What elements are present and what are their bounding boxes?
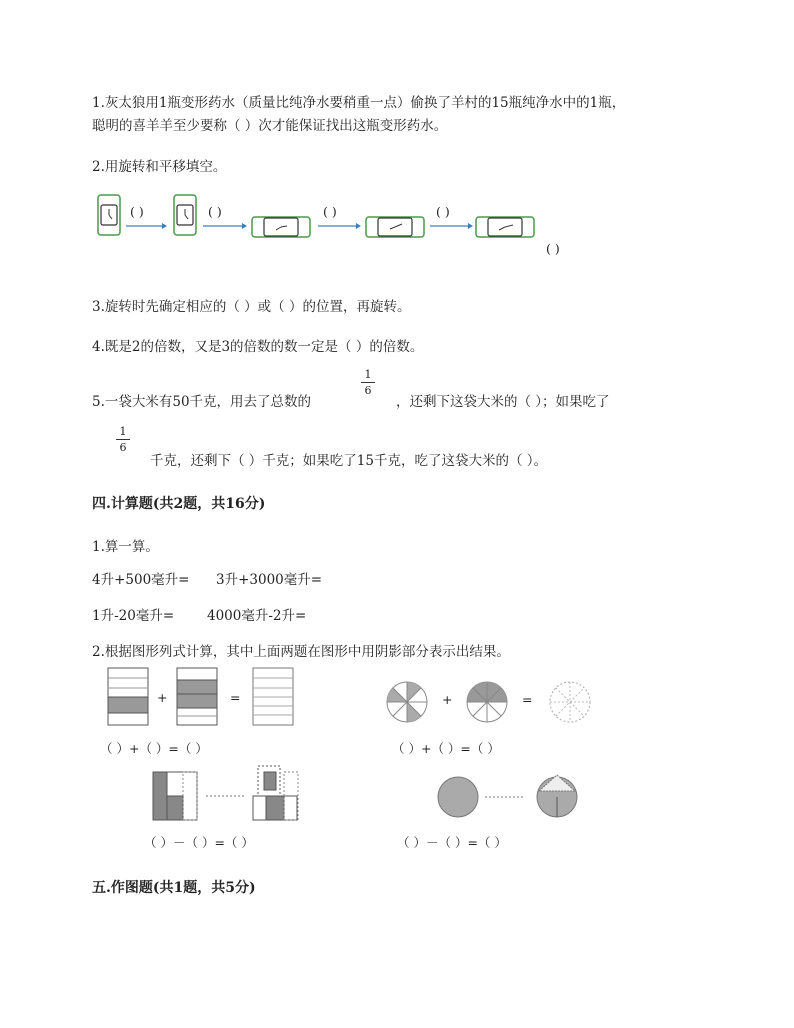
q2-blank-1: ( ) — [130, 204, 144, 219]
equals-sign-2: = — [522, 692, 533, 707]
q2-blank-4: ( ) — [436, 204, 450, 219]
plus-sign-2: + — [442, 692, 453, 707]
q5-part2: ，还剩下这袋大米的（ ）；如果吃了 — [396, 394, 610, 410]
q5-part1: 5.一袋大米有50千克，用去了总数的 — [92, 394, 312, 410]
circle-fraction-1 — [387, 682, 427, 722]
calc2-title: 2.根据图形列式计算，其中上面两题在图形中用阴影部分表示出结果。 — [92, 644, 510, 660]
calc1-title: 1.算一算。 — [92, 539, 159, 555]
q2-blank-3: ( ) — [323, 204, 337, 219]
strip-rect-2 — [177, 668, 217, 725]
eq-sub-2: （ ）－（ ）=（ ） — [397, 835, 507, 850]
full-circle-figure — [438, 777, 478, 817]
q5-fraction-1: 1 6 — [361, 368, 375, 397]
circle-fraction-3 — [550, 682, 590, 722]
q1-line2: 聪明的喜羊羊至少要称（ ）次才能保证找出这瓶变形药水。 — [92, 118, 448, 134]
cut-circle-figure — [537, 775, 577, 817]
q2-final-blank: ( ) — [546, 241, 560, 256]
q1-line1: 1.灰太狼用1瓶变形药水（质量比纯净水要稍重一点）偷换了羊村的15瓶纯净水中的1瓶， — [92, 95, 626, 111]
section-5-heading: 五.作图题(共1题，共5分) — [92, 880, 256, 896]
calc1-d: 4000毫升-2升= — [207, 608, 307, 624]
q5-part3: 千克，还剩下（ ）千克；如果吃了15千克，吃了这袋大米的（ ）。 — [150, 453, 548, 469]
calc1-a: 4升+500毫升= — [92, 572, 190, 588]
square-figure-1 — [153, 772, 197, 820]
calc1-b: 3升+3000毫升= — [216, 572, 323, 588]
section-4-heading: 四.计算题(共2题，共16分) — [92, 496, 266, 512]
plus-sign-1: + — [157, 690, 168, 705]
q3: 3.旋转时先确定相应的（ ）或（ ）的位置，再旋转。 — [92, 299, 411, 315]
circle-fraction-2 — [467, 682, 507, 722]
q5-fraction-2: 1 6 — [116, 425, 130, 454]
q2-title: 2.用旋转和平移填空。 — [92, 159, 227, 175]
strip-rect-1 — [108, 668, 148, 725]
q4: 4.既是2的倍数，又是3的倍数的数一定是（ ）的倍数。 — [92, 339, 424, 355]
square-figure-2 — [253, 766, 298, 820]
calc1-c: 1升-20毫升= — [92, 608, 175, 624]
eq-add-1: （ ）+（ ）=（ ） — [100, 741, 208, 756]
equals-sign-1: = — [230, 690, 241, 705]
strip-rect-3 — [253, 668, 293, 725]
eq-sub-1: （ ）－（ ）=（ ） — [144, 835, 254, 850]
q2-blank-2: ( ) — [208, 204, 222, 219]
eq-add-2: （ ）+（ ）=（ ） — [392, 741, 500, 756]
